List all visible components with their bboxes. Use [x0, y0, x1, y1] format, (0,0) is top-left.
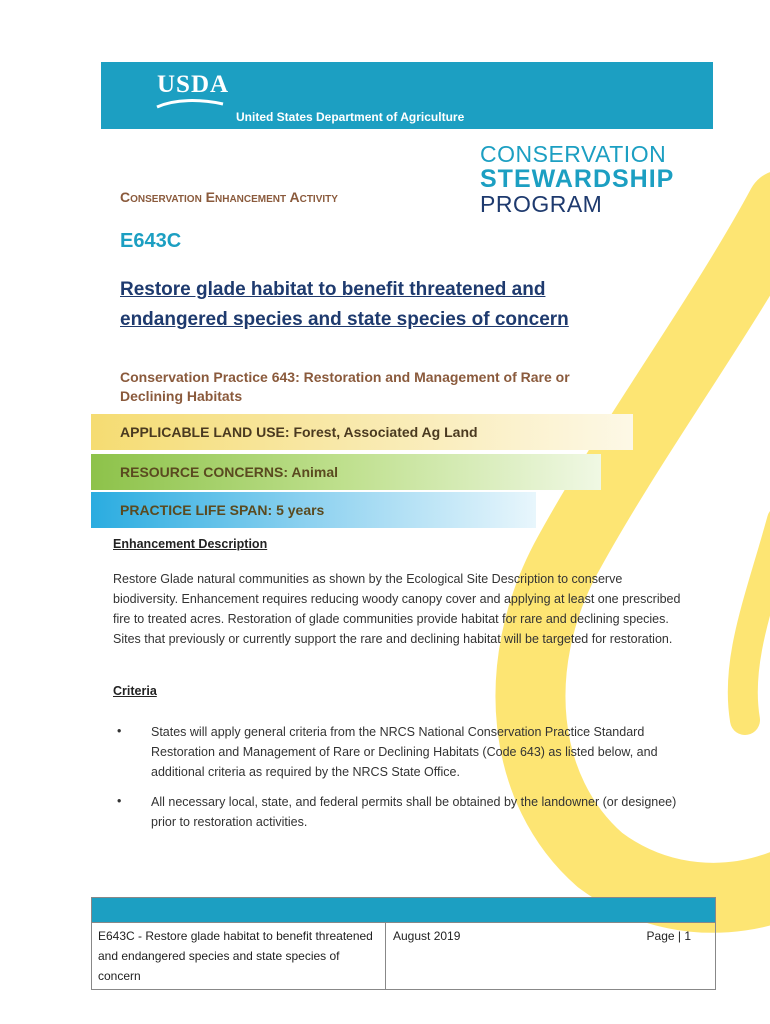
- criteria-item-1: States will apply general criteria from the NRCS National Conservation Practice Standard Restoration and Management of Rare or Declining Habitats (Code 643) as listed below, and additional criteria as required by the NRCS State Office.: [151, 725, 658, 779]
- department-name: United States Department of Agriculture: [236, 110, 465, 124]
- page-footer: [91, 897, 716, 990]
- csp-logo-line2: STEWARDSHIP: [480, 165, 675, 193]
- criteria-bullet: •: [117, 724, 122, 738]
- usda-header-banner: [101, 62, 713, 129]
- footer-color-bar: [92, 898, 715, 923]
- enhancement-description-heading: Enhancement Description: [113, 537, 268, 551]
- resource-concerns-text: RESOURCE CONCERNS: Animal: [120, 464, 339, 480]
- footer-row: [92, 923, 715, 989]
- footer-page-number: Page | 1: [646, 929, 691, 943]
- resource-concerns-band: [91, 454, 601, 490]
- criteria-heading: Criteria: [113, 684, 157, 698]
- criteria-bullet: •: [117, 794, 122, 808]
- usda-logo-swoosh: [155, 98, 225, 110]
- land-use-band: [91, 414, 633, 450]
- footer-document-title: E643C - Restore glade habitat to benefit threatened and endangered species and state species of concern: [92, 923, 386, 989]
- csp-logo-line1: CONSERVATION: [480, 141, 667, 167]
- conservation-practice: Conservation Practice 643: Restoration and Management of Rare or Declining Habitats: [120, 369, 570, 404]
- life-span-band: [91, 492, 536, 528]
- activity-label: Conservation Enhancement Activity: [120, 189, 338, 205]
- life-span-text: PRACTICE LIFE SPAN: 5 years: [120, 502, 325, 518]
- csp-logo-line3: PROGRAM: [480, 191, 603, 217]
- enhancement-title: Restore glade habitat to benefit threatened and endangered species and state species of concern: [120, 279, 569, 330]
- enhancement-code: E643C: [120, 230, 182, 252]
- csp-program-logo: [480, 143, 674, 216]
- usda-logo: USDA: [157, 71, 230, 98]
- land-use-text: APPLICABLE LAND USE: Forest, Associated Ag Land: [120, 424, 478, 440]
- footer-date: August 2019: [393, 929, 461, 943]
- criteria-item-2: All necessary local, state, and federal permits shall be obtained by the landowner (or designee) prior to restoration activities.: [151, 795, 677, 829]
- enhancement-description-text: Restore Glade natural communities as shown by the Ecological Site Description to conserve biodiversity. Enhancement requires reducing woody canopy cover and applying at least one prescribed fire to treated acres. Restoration of glade communities provide habitat for rare and declining species. Sites that previously or currently support the rare and declining habitat will be targeted for restoration.: [113, 572, 681, 646]
